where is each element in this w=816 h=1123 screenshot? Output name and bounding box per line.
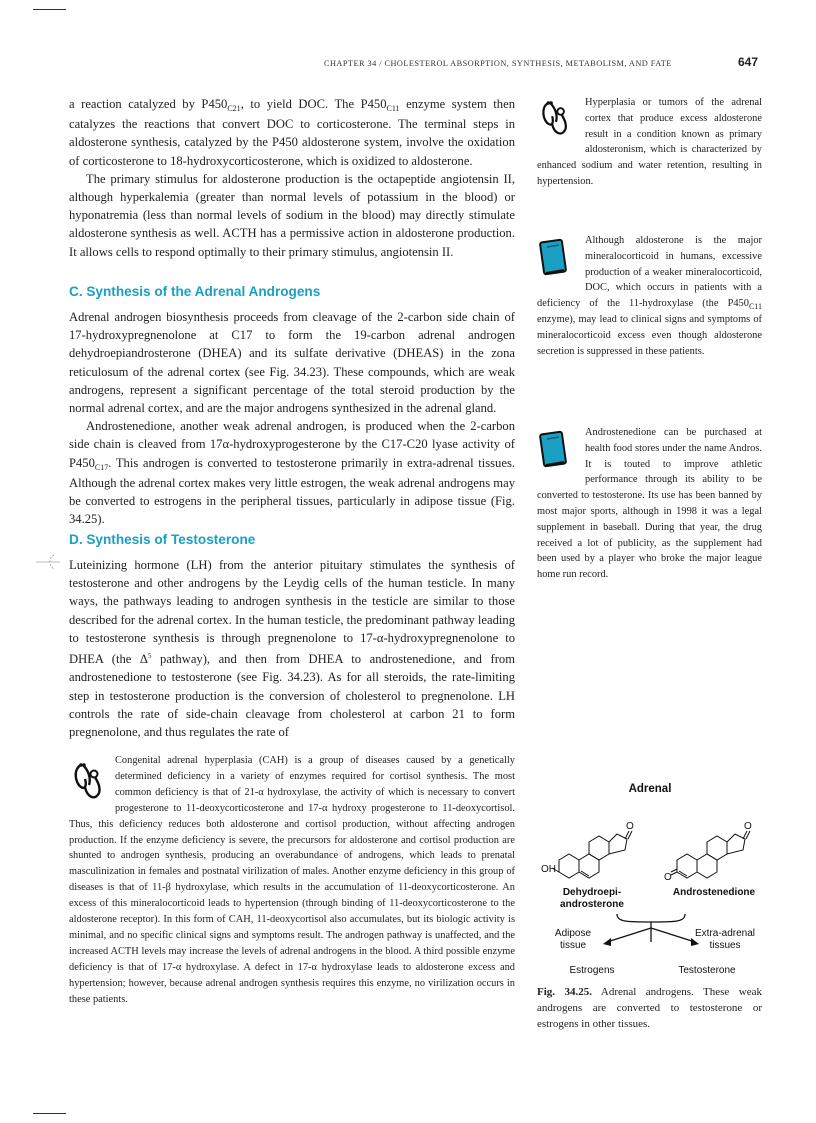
- paragraph-aldosterone-steps: a reaction catalyzed by $P450_{C21}$, to yield DOC. The $P450_{C11}$ enzyme system then catalyzes the reactions that convert DOC to corticosterone. The terminal steps in aldosterone synthesis, catalyzed by the P450 aldosterone system, involve the oxidation of corticosterone to 18-hydroxycorticosterone, which is oxidized to aldosterone.: [69, 97, 515, 168]
- arrowhead-estrogens: [603, 938, 611, 946]
- paragraph-aldosterone-stimulus: The primary stimulus for aldosterone production is the octapeptide angiotensin II, although hyperkalemia (greater than normal levels of potassium in the blood) or hyponatremia (less than normal levels of sodium in the blood) may directly stimulate aldosterone synthesis as well. ACTH has a permissive action in aldosterone production. It allows cells to respond optimally to their primary stimulus, angiotensin II.: [69, 171, 515, 259]
- product-label-estrogens: Estrogens: [569, 965, 615, 976]
- dhea-ketone-o: O: [626, 821, 634, 832]
- paragraph-testosterone: Luteinizing hormone (LH) from the anterior pituitary stimulates the synthesis of testosterone and other androgens by the Leydig cells of the human testicle. In many ways, the pathways leading to androgen synthesis in the testicle are similar to those described for the adrenal cortex. In the human testicle, the predominant pathway leading to testosterone synthesis is through pregnenolone to 17-α-hydroxypregnenolone to DHEA (the $\Delta^5$ pathway), and then from DHEA to androstenedione, and from androstenedione to testosterone (see Fig. 34.23). As for all steroids, the rate-limiting step in testosterone production is the conversion of cholesterol to pregnenolone. LH controls the rate of side-chain cleavage from cholesterol at carbon 21 to form pregnenolone, and thus regulates the rate of: [69, 558, 515, 740]
- conversion-arrows: [607, 914, 695, 942]
- main-text-section-c: [69, 308, 515, 528]
- crop-mark-top: [33, 9, 66, 10]
- andro-ketone-o-left: O: [664, 872, 672, 883]
- stethoscope-icon: [537, 99, 577, 141]
- compound-label-androstenedione: Androstenedione: [672, 887, 756, 898]
- dhea-oh-label: OH: [541, 864, 556, 875]
- side-note-andros: Androstenedione can be purchased at health food stores under the name Andros. It is touted to improve athletic performance through its ability to be converted to testosterone. Its use has been banned by most major sports, although in 1998 it was a legal supplement in baseball. During that year, the drug received a lot of publicity, as the supplement had been used by a player who broke the major league home run record.: [537, 427, 762, 581]
- paragraph-adrenal-androgens: Adrenal androgen biosynthesis proceeds from cleavage of the 2-carbon side chain of 17-hydroxypregnenolone at C17 to form the 19-carbon adrenal androgen dehydroepiandrosterone (DHEA) and its sulfate derivative (DHEAS) in the zona reticulosum of the adrenal cortex (see Fig. 34.23). These compounds, which are weak androgens, represent a significant percentage of the total steroid production by the normal adrenal cortex, and are the major androgens synthesized in the adrenal gland.: [69, 310, 515, 416]
- dhea-structure: [552, 831, 632, 878]
- androstenedione-structure: [671, 831, 750, 878]
- book-icon: [537, 429, 577, 471]
- arrowhead-testosterone: [691, 938, 699, 946]
- side-note-doc: Although aldosterone is the major mineralocorticoid in humans, excessive production of a weaker mineralocorticoid, DOC, which occurs in patients with a deficiency of the 11-hydroxylase (the $P450_{C11}$ enzyme), may lead to clinical signs and symptoms of mineralocorticoid excess even though aldosterone secretion is suppressed in these patients.: [537, 235, 762, 357]
- andro-ketone-o-top: O: [744, 821, 752, 832]
- product-label-testosterone: Testosterone: [678, 965, 736, 976]
- caption-label: Fig. 34.25.: [537, 986, 593, 998]
- main-text-section-d: [69, 556, 515, 741]
- page-number: 647: [738, 55, 759, 69]
- figure-caption: [537, 984, 762, 1033]
- running-header: CHAPTER 34 / CHOLESTEROL ABSORPTION, SYNTHESIS, METABOLISM, AND FATE: [324, 59, 672, 68]
- caption-text: Adrenal androgens. These weak androgens are converted to testosterone or estrogens in other tissues.: [537, 986, 762, 1031]
- crop-mark-bottom: [33, 1113, 66, 1114]
- paragraph-androstenedione: Androstenedione, another weak adrenal androgen, is produced when the 2-carbon side chain is cleaved from 17α-hydroxyprogesterone by the C17-C20 lyase activity of $P450_{C17}$. This androgen is converted to testosterone primarily in extra-adrenal tissues. Although the adrenal cortex makes very little estrogen, the weak adrenal androgens may be converted to estrogens in the peripheral tissues, particularly in adipose tissue (Fig. 34.25).: [69, 419, 515, 527]
- main-text-top: [69, 95, 515, 261]
- tissue-label-adipose: Adipose tissue: [554, 928, 592, 951]
- tissue-label-extra-adrenal: Extra-adrenal tissues: [694, 928, 756, 951]
- section-heading-d: D. Synthesis of Testosterone: [69, 532, 256, 547]
- figure-adrenal-androgens: [537, 776, 762, 981]
- section-heading-c: C. Synthesis of the Adrenal Androgens: [69, 284, 321, 299]
- clinical-note-cah: Congenital adrenal hyperplasia (CAH) is a group of diseases caused by a genetically determined deficiency in a variety of enzymes required for cortisol synthesis. The most common deficiency is that of 21-α hydroxylase, the activity of which is necessary to convert progesterone to 11-deoxycorticosterone and 17-α hydroxy progesterone to 11-deoxycortisol. Thus, this deficiency reduces both aldosterone and cortisol production, without affecting androgen production. If the enzyme deficiency is severe, the precursors for aldosterone and cortisol production are shunted to androgen synthesis, producing an overabundance of androgens, which leads to prenatal masculinization in females and postnatal virilization of males. Another enzyme deficiency in this group of diseases is that of 11-β hydroxylase, which results in the accumulation of 11-deoxycorticosterone. An excess of this mineralocorticoid leads to hypertension (through binding of 11-deoxycorticosterone to the aldosterone receptor). In this form of CAH, 11-deoxycortisol also accumulates, but its biologic activity is minimal, and no specific clinical signs and symptoms result. The androgen pathway is unaffected, and the increased ACTH levels may increase the levels of adrenal androgens in the blood. A third possible enzyme deficiency is that of 17-α hydroxylase. A defect in 17-α hydroxylase leads to aldosterone excess and hypertension; however, because adrenal androgen synthesis requires this enzyme, no virilization occurs in these patients.: [69, 755, 516, 1005]
- stethoscope-icon: [69, 761, 109, 805]
- book-icon: [537, 237, 577, 279]
- registration-mark: [34, 551, 62, 573]
- compound-label-dhea: Dehydroepi-androsterone: [560, 887, 624, 910]
- figure-title: Adrenal: [628, 783, 672, 795]
- side-note-aldosteronism: Hyperplasia or tumors of the adrenal cortex that produce excess aldosterone result in a condition known as primary aldosteronism, which is characterized by enhanced sodium and water retention, resulting in hypertension.: [537, 97, 762, 187]
